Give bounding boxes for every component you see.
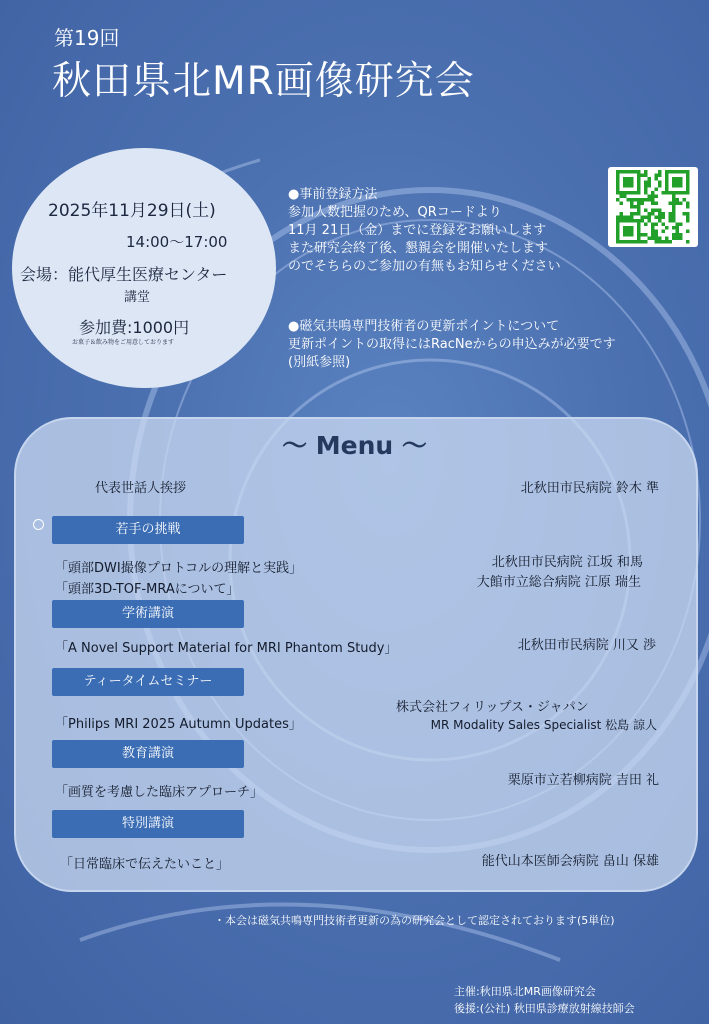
qr-module	[672, 219, 676, 223]
qr-module	[662, 216, 666, 220]
qr-module	[616, 198, 620, 202]
qr-module	[620, 219, 624, 223]
qr-module	[620, 170, 624, 174]
qr-module	[651, 195, 655, 199]
qr-module	[623, 230, 627, 234]
qr-module	[616, 177, 620, 181]
qr-module	[686, 170, 690, 174]
registration-line: 11月 21日（金）までに登録をお願いします	[288, 223, 547, 238]
qr-module	[627, 191, 631, 195]
qr-module	[630, 205, 634, 209]
qr-module	[630, 170, 634, 174]
qr-module	[672, 209, 676, 213]
qr-module	[637, 205, 641, 209]
qr-module	[658, 212, 662, 216]
qr-module	[620, 195, 624, 199]
qr-module	[669, 170, 673, 174]
qr-module	[672, 191, 676, 195]
page-title: 秋田県北MR画像研究会	[52, 59, 475, 104]
qr-module	[637, 184, 641, 188]
qr-module	[658, 216, 662, 220]
qr-module	[620, 191, 624, 195]
qr-module	[676, 202, 680, 206]
certification-note: ・本会は磁気共鳴専門技術者更新の為の研究会として認定されております(5単位)	[214, 914, 615, 927]
organizer-line: 主催:秋田県北MR画像研究会	[454, 985, 596, 998]
qr-module	[616, 191, 620, 195]
qr-module	[648, 219, 652, 223]
qr-module	[616, 181, 620, 185]
qr-module	[679, 181, 683, 185]
qr-module	[630, 240, 634, 244]
qr-module	[669, 212, 673, 216]
qr-module	[634, 191, 638, 195]
qr-module	[648, 177, 652, 181]
support-line: 後援:(公社) 秋田県診療放射線技師会	[454, 1002, 635, 1015]
qr-module	[683, 198, 687, 202]
qr-module	[669, 216, 673, 220]
qr-module	[672, 184, 676, 188]
event-date: 2025年11月29日(土)	[48, 201, 216, 221]
qr-module	[665, 240, 669, 244]
qr-module	[672, 205, 676, 209]
qr-module	[676, 191, 680, 195]
qr-module	[679, 237, 683, 241]
qr-module	[676, 223, 680, 227]
qr-module	[686, 202, 690, 206]
qr-module	[637, 223, 641, 227]
qr-module	[637, 240, 641, 244]
speaker-name: 北秋田市民病院 川又 渉	[517, 638, 656, 653]
qr-module	[616, 170, 620, 174]
qr-module	[630, 184, 634, 188]
qr-module	[627, 216, 631, 220]
qr-module	[651, 233, 655, 237]
qr-module	[627, 240, 631, 244]
qr-module	[648, 198, 652, 202]
qr-module	[655, 202, 659, 206]
qr-module	[658, 170, 662, 174]
qr-module	[623, 181, 627, 185]
qr-module	[651, 226, 655, 230]
qr-module	[627, 170, 631, 174]
talk-title: 「頭部3D-TOF-MRAについて」	[55, 582, 240, 597]
qr-module	[676, 177, 680, 181]
qr-module	[686, 216, 690, 220]
qr-module	[676, 233, 680, 237]
menu-title: 〜 Menu 〜	[282, 431, 427, 460]
qr-module	[630, 233, 634, 237]
qr-code-icon[interactable]	[608, 167, 698, 247]
qr-module	[630, 212, 634, 216]
qr-module	[665, 181, 669, 185]
qr-module	[672, 212, 676, 216]
qr-module	[623, 240, 627, 244]
qr-module	[627, 226, 631, 230]
qr-module	[658, 174, 662, 178]
qr-module	[679, 184, 683, 188]
qr-module	[651, 209, 655, 213]
qr-module	[679, 170, 683, 174]
qr-module	[655, 188, 659, 192]
qr-module	[676, 170, 680, 174]
qr-module	[651, 202, 655, 206]
section-pill-wakate: 若手の挑戦	[52, 516, 244, 544]
qr-module	[672, 202, 676, 206]
qr-module	[686, 212, 690, 216]
qr-module	[644, 181, 648, 185]
qr-module	[627, 219, 631, 223]
qr-module	[669, 191, 673, 195]
greeting-speaker: 北秋田市民病院 鈴木 準	[520, 481, 659, 496]
qr-module	[637, 188, 641, 192]
qr-module	[637, 230, 641, 234]
qr-module	[634, 212, 638, 216]
qr-module	[627, 181, 631, 185]
qr-module	[658, 181, 662, 185]
qr-module	[630, 226, 634, 230]
edition-label: 第19回	[54, 26, 120, 50]
mri-points-line: (別紙参照)	[288, 355, 351, 370]
qr-module	[662, 230, 666, 234]
qr-module	[644, 240, 648, 244]
qr-module	[655, 174, 659, 178]
qr-module	[637, 233, 641, 237]
qr-module	[665, 170, 669, 174]
qr-module	[620, 212, 624, 216]
qr-module	[676, 184, 680, 188]
qr-module	[648, 181, 652, 185]
qr-module	[630, 177, 634, 181]
qr-module	[623, 191, 627, 195]
section-pill-teatime: ティータイムセミナー	[52, 668, 244, 696]
qr-module	[616, 237, 620, 241]
greeting-label: 代表世話人挨拶	[95, 481, 187, 496]
qr-module	[672, 181, 676, 185]
qr-module	[662, 191, 666, 195]
qr-module	[630, 219, 634, 223]
qr-module	[686, 174, 690, 178]
qr-module	[662, 212, 666, 216]
qr-module	[644, 223, 648, 227]
qr-module	[641, 174, 645, 178]
bullet-ring-icon	[33, 519, 44, 530]
qr-module	[630, 181, 634, 185]
registration-line: のでそちらのご参加の有無もお知らせください	[288, 259, 561, 274]
event-time: 14:00〜17:00	[126, 233, 228, 251]
qr-module	[651, 198, 655, 202]
qr-module	[665, 184, 669, 188]
qr-module	[623, 216, 627, 220]
qr-module	[637, 209, 641, 213]
qr-module	[658, 209, 662, 213]
qr-module	[616, 226, 620, 230]
qr-module	[648, 237, 652, 241]
qr-module	[616, 219, 620, 223]
qr-module	[679, 177, 683, 181]
qr-module	[655, 230, 659, 234]
qr-module	[679, 223, 683, 227]
talk-title: 「頭部DWI撮像プロトコルの理解と実践」	[55, 561, 303, 576]
qr-module	[686, 191, 690, 195]
qr-module	[644, 188, 648, 192]
qr-module	[637, 219, 641, 223]
event-venue: 会場：能代厚生医療センター	[20, 265, 228, 284]
qr-module	[630, 191, 634, 195]
qr-module	[683, 170, 687, 174]
qr-module	[686, 240, 690, 244]
qr-module	[641, 219, 645, 223]
section-pill-education: 教育講演	[52, 740, 244, 768]
qr-module	[672, 226, 676, 230]
qr-module	[655, 223, 659, 227]
qr-module	[623, 195, 627, 199]
event-hall: 講堂	[124, 290, 151, 305]
qr-code-graphic	[608, 167, 698, 247]
qr-module	[627, 230, 631, 234]
event-fee: 参加費:1000円	[79, 318, 190, 337]
qr-module	[665, 188, 669, 192]
qr-module	[637, 177, 641, 181]
talk-title: 「Philips MRI 2025 Autumn Updates」	[55, 717, 302, 732]
qr-module	[658, 237, 662, 241]
qr-module	[686, 177, 690, 181]
qr-module	[623, 226, 627, 230]
qr-module	[655, 177, 659, 181]
qr-module	[672, 198, 676, 202]
qr-module	[679, 202, 683, 206]
qr-module	[616, 240, 620, 244]
qr-module	[644, 216, 648, 220]
qr-module	[641, 216, 645, 220]
qr-module	[676, 181, 680, 185]
qr-module	[630, 216, 634, 220]
qr-module	[676, 237, 680, 241]
qr-module	[672, 195, 676, 199]
speaker-name: 能代山本医師会病院 畠山 保雄	[481, 854, 659, 869]
qr-module	[686, 181, 690, 185]
qr-module	[672, 216, 676, 220]
qr-module	[672, 170, 676, 174]
qr-module	[630, 198, 634, 202]
qr-module	[665, 237, 669, 241]
qr-module	[665, 191, 669, 195]
qr-module	[623, 219, 627, 223]
talk-title: 「日常臨床で伝えたいこと」	[60, 857, 230, 872]
qr-module	[686, 188, 690, 192]
mri-points-line: 更新ポイントの取得にはRacNeからの申込みが必要です	[288, 337, 616, 352]
qr-module	[648, 216, 652, 220]
qr-module	[669, 240, 673, 244]
speaker-name: 大館市立総合病院 江原 瑞生	[476, 575, 641, 590]
qr-module	[637, 181, 641, 185]
speaker-company: 株式会社フィリップス・ジャパン	[396, 700, 589, 715]
qr-module	[644, 184, 648, 188]
qr-module	[676, 226, 680, 230]
qr-module	[669, 202, 673, 206]
qr-module	[637, 174, 641, 178]
qr-module	[658, 184, 662, 188]
qr-module	[623, 170, 627, 174]
qr-module	[651, 230, 655, 234]
qr-module	[686, 219, 690, 223]
qr-module	[623, 177, 627, 181]
qr-module	[644, 209, 648, 213]
qr-module	[658, 240, 662, 244]
talk-title: 「A Novel Support Material for MRI Phantom Study」	[55, 641, 398, 656]
qr-module	[637, 191, 641, 195]
qr-module	[662, 240, 666, 244]
speaker-name: MR Modality Sales Specialist 松島 諒人	[430, 718, 657, 732]
qr-module	[644, 233, 648, 237]
qr-module	[665, 226, 669, 230]
qr-module	[686, 230, 690, 234]
qr-module	[672, 233, 676, 237]
qr-module	[627, 233, 631, 237]
qr-module	[641, 240, 645, 244]
qr-module	[641, 233, 645, 237]
section-pill-special: 特別講演	[52, 810, 244, 838]
qr-module	[637, 202, 641, 206]
qr-module	[616, 184, 620, 188]
qr-module	[627, 177, 631, 181]
qr-module	[616, 233, 620, 237]
qr-module	[641, 202, 645, 206]
qr-module	[634, 219, 638, 223]
qr-module	[665, 177, 669, 181]
registration-line: ●事前登録方法	[288, 187, 378, 202]
qr-module	[655, 216, 659, 220]
qr-module	[641, 198, 645, 202]
qr-module	[676, 230, 680, 234]
qr-module	[683, 191, 687, 195]
qr-module	[644, 198, 648, 202]
qr-module	[616, 223, 620, 227]
registration-line: 参加人数把握のため、QRコードより	[288, 205, 502, 220]
qr-module	[637, 226, 641, 230]
qr-module	[672, 237, 676, 241]
qr-module	[616, 188, 620, 192]
qr-module	[648, 212, 652, 216]
qr-module	[634, 170, 638, 174]
qr-module	[644, 191, 648, 195]
qr-module	[637, 198, 641, 202]
qr-module	[655, 195, 659, 199]
qr-module	[623, 233, 627, 237]
qr-module	[616, 230, 620, 234]
qr-module	[665, 174, 669, 178]
talk-title: 「画質を考慮した臨床アプローチ」	[55, 785, 264, 800]
qr-module	[683, 212, 687, 216]
qr-module	[637, 237, 641, 241]
qr-module	[637, 170, 641, 174]
mri-points-line: ●磁気共鳴専門技術者の更新ポイントについて	[288, 319, 560, 334]
qr-module	[672, 177, 676, 181]
qr-module	[644, 170, 648, 174]
qr-module	[648, 184, 652, 188]
mri-points-info	[288, 318, 616, 372]
qr-module	[651, 223, 655, 227]
qr-module	[620, 240, 624, 244]
qr-module	[630, 202, 634, 206]
registration-line: また研究会終了後、懇親会を開催いたします	[288, 241, 549, 256]
qr-module	[634, 205, 638, 209]
event-fee-note: お菓子＆飲み物をご用意しております	[72, 339, 175, 346]
qr-module	[662, 223, 666, 227]
registration-info	[288, 186, 561, 276]
qr-module	[634, 240, 638, 244]
speaker-name: 栗原市立若柳病院 吉田 礼	[507, 773, 659, 788]
qr-module	[620, 216, 624, 220]
qr-module	[686, 184, 690, 188]
qr-module	[634, 198, 638, 202]
section-pill-academic: 学術講演	[52, 600, 244, 628]
qr-module	[686, 205, 690, 209]
qr-module	[616, 174, 620, 178]
speaker-name: 北秋田市民病院 江坂 和馬	[491, 555, 643, 570]
qr-module	[637, 212, 641, 216]
qr-module	[616, 216, 620, 220]
qr-module	[679, 191, 683, 195]
qr-module	[620, 202, 624, 206]
qr-module	[651, 191, 655, 195]
qr-module	[655, 233, 659, 237]
qr-module	[676, 198, 680, 202]
qr-module	[658, 219, 662, 223]
qr-module	[648, 195, 652, 199]
qr-module	[623, 184, 627, 188]
qr-module	[669, 219, 673, 223]
qr-module	[655, 240, 659, 244]
qr-module	[627, 184, 631, 188]
qr-module	[651, 212, 655, 216]
qr-module	[644, 174, 648, 178]
qr-module	[655, 237, 659, 241]
qr-module	[655, 209, 659, 213]
qr-module	[630, 230, 634, 234]
qr-module	[651, 237, 655, 241]
qr-module	[627, 198, 631, 202]
qr-module	[679, 233, 683, 237]
